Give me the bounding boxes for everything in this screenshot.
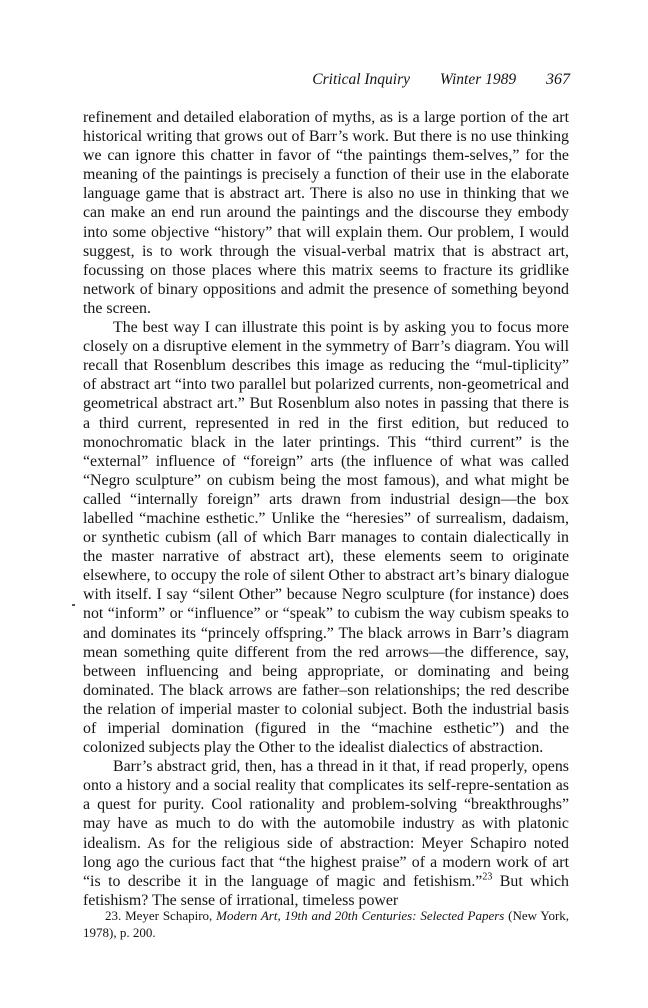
footnote-23 (83, 907, 569, 941)
footnote-reference: 23 (482, 871, 493, 883)
paragraph-3 (83, 757, 569, 910)
running-head (312, 71, 570, 89)
footnote-publication: (New York, 1978), p. 200. (83, 908, 570, 940)
paragraph-1: refinement and detailed elaboration of myths, as is a large portion of the art historical writing that grows out of Barr’s work. But there is no use thinking we can ignore this chatter in favor of “the paintings them-selves,” for the meaning of the paintings is precisely a function of their use in the elaborate language game that is abstract art. There is also no use in thinking that we can make an end run around the paintings and the discourse they embody into some objective “history” that will explain them. Our problem, I would suggest, is to work through the visual-verbal matrix that is abstract art, focussing on those places where this matrix seems to fracture its gridlike network of binary oppositions and admit the presence of something beyond the screen. (83, 109, 569, 317)
footnote (83, 907, 569, 941)
margin-mark (72, 604, 75, 606)
paragraph-2: The best way I can illustrate this point is by asking you to focus more closely on a disruptive element in the symmetry of Barr’s diagram. You will recall that Rosenblum describes this image as reducing the “mul-tiplicity” of abstract art “into two parallel but polarized currents, non-geometrical and geometrical abstract art.” But Rosenblum also notes in passing that there is a third current, represented in red in the first edition, but reduced to monochromatic black in the later printings. This “third current” is the “external” influence of “foreign” arts (the influence of what was called “Negro sculpture” on cubism being the most famous), and what might be called “internally foreign” arts drawn from industrial design—the box labelled “machine esthetic.” Unlike the “heresies” of surrealism, dadaism, or synthetic cubism (all of which Barr manages to contain dialectically in the master narrative of abstract art), these elements seem to originate elsewhere, to occupy the role of silent Other to abstract art’s binary dialogue with itself. I say “silent Other” because Negro sculpture (for instance) does not “inform” or “influence” or “speak” to cubism the way cubism speaks to and dominates its “princely offspring.” The black arrows in Barr’s diagram mean something quite different from the red arrows—the difference, say, between influencing and being appropriate, or dominating and being dominated. The black arrows are father–son relationships; the red describe the relation of imperial master to colonial subject. Both the industrial basis of imperial domination (figured in the “machine esthetic”) and the colonized subjects play the Other to the idealist dialectics of abstraction. (83, 319, 569, 757)
paragraph-3-text: Barr’s abstract grid, then, has a thread in it that, if read properly, opens onto a history and a social reality that complicates its self-repre-sentation as a quest for purity. Cool rationality and problem-solving “breakthroughs” may have as much to do with the automobile industry as with platonic idealism. As for the religious side of abstraction: Meyer Schapiro noted long ago the curious fact that “the highest praise” of a modern work of art “is to describe it in the language of magic and fetishism.” (83, 758, 569, 890)
page-number: 367 (546, 71, 570, 88)
paragraph-3-continuation: But which fetishism? The sense of irrational, timeless power (83, 872, 569, 909)
footnote-number: 23. (105, 908, 122, 923)
issue-date: Winter 1989 (439, 71, 517, 88)
footnote-title: Modern Art, 19th and 20th Centuries: Selected Papers (216, 908, 505, 923)
journal-title: Critical Inquiry (312, 71, 411, 88)
footnote-author: Meyer Schapiro, (125, 908, 213, 923)
article-body (83, 108, 569, 910)
